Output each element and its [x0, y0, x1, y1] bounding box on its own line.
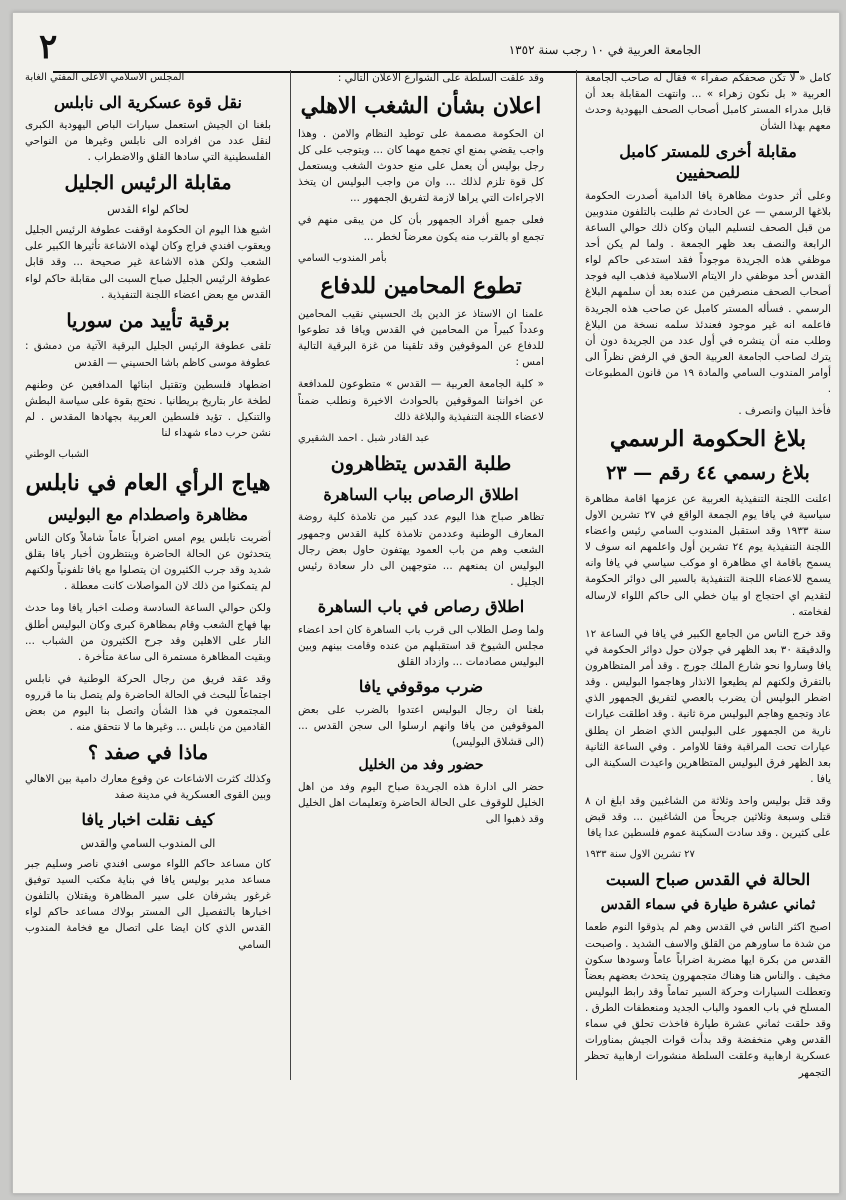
article-headline: مقابلة أخرى للمستر كامبل للصحفيين [619, 141, 797, 183]
article-headline: اعلان بشأن الشغب الاهلي [300, 93, 542, 120]
article-signature: عبد القادر شبل . احمد الشقيري [298, 432, 430, 444]
article-paragraph: كان مساعد حاكم اللواء موسى افندي ناصر وسليم جبر مساعد مدير بوليس يافا في بناية مكتب السيد توفيق غرغور يشرفان على سير المظاهرة ويقتلان بالتلفون اخبارها بالتفصيل الى المستر بولاك مساعد حاكم لواء القدس الذي كان ايضا على اتصال مع فخامة المندوب السامي [25, 857, 271, 951]
article-headline: ثماني عشرة طيارة في سماء القدس [600, 897, 816, 914]
article-paragraph: حضر الى ادارة هذه الجريدة صباح اليوم وفد من اهل الخليل للوقوف على الحالة الحاضرة وتعليمات اهل الخليل وقد ذهبوا الى [298, 780, 544, 826]
article-paragraph: اضطهاد فلسطين وتقتيل ابنائها المدافعين عن وطنهم لطخة عار بتاريخ بريطانيا . نحتج بقوة على سياسة البطش والتنكيل . تؤيد فلسطين العربية بجهادها المقدس . لم نشن حرب دماء شهداء لنا [25, 378, 271, 440]
article-paragraph: تظاهر صباح هذا اليوم عدد كبير من تلامذة كلية روضة المعارف الوطنية وعددمن تلامذة كلية القدس وجمهور الشعب وهم من باب العمود يهتفون حاول بعض رجال البوليس ان يمنعهم ... متوجهين الى دار سعادة رئيس الجليل . [298, 511, 544, 588]
article-paragraph: وكذلك كثرت الاشاعات عن وقوع معارك دامية بين الاهالي وبين القوى العسكرية في مدينة صفد [25, 773, 271, 802]
article-paragraph: اشيع هذا اليوم ان الحكومة اوقفت عطوفة الرئيس الجليل ويعقوب افندي فراج وكان لهذه الاشاعة تأثيرها الكبير على الشعب ولكن هذه الاشاعة غير صحيحة ... وقد قابل عطوفة الرئيس الجليل صباح السبت الى مقابلة حاكم لواء القدس مع بعض اعضاء اللجنة التنفيذية . [25, 224, 271, 301]
article-paragraph: علمنا ان الاستاذ عز الدين بك الحسيني نقيب المحامين وعدداً كبيراً من المحامين في القدس ويافا قد تطوعوا للدفاع عن الموقوفين وقد تلقينا من غزة البرقية التالية امس : [298, 307, 544, 369]
article-paragraph: وقد علقت السلطة على الشوارع الاعلان التالي : [337, 72, 544, 84]
article-headline: بلاغ الحكومة الرسمي [609, 426, 807, 453]
column-right [585, 70, 832, 1079]
article-headline: بلاغ رسمي ٤٤ رقم — ٢٣ [606, 462, 810, 485]
article-paragraph: تلقى عطوفة الرئيس الجليل البرقية الآتية من دمشق : عطوفة موسى كاظم باشا الحسيني — القدس [25, 340, 271, 369]
column-divider [290, 70, 291, 1080]
article-headline: ماذا في صفد ؟ [87, 742, 209, 765]
article-headline: اطلاق رصاص في باب الساهرة [317, 597, 525, 617]
article-paragraph: وعلى أثر حدوث مظاهرة يافا الدامية أصدرت الحكومة بلاغها الرسمي — عن الحادث ثم طلبت بالتلفون مندوبين من قبل الصحف لتسليم البيان وكان ذلك حوالي الساعة الرابعة والنصف بعد ظهر الجمعة . ولما لم يكن أحد موظفي هذه الجريدة موجوداً فقد استدعى حاكم لواء القدس أحد موظفي دار الايتام الاسلامية فذهب اليه فوجد أصحاب الصحف منصرفين من عنده بعد أن سلمهم البلاغ الرسمي . فسأله المستر كامبل عن صاحب هذه الجريدة فاعلمه انه غير موجود فعندئذ سلمه نسخة من البلاغ وطلب منه أن ينشره في أول عدد من الجريدة دون أن يترك لصاحب الجامعة العربية الحق في الرفض نظراً الى أوامر المندوب السامي والمادة ١٩ من قانون المطبوعات . [585, 189, 831, 396]
article-paragraph: اعلنت اللجنة التنفيذية العربية عن عزمها اقامة مظاهرة سياسية في يافا يوم الجمعة الواقع في ٢٧ تشرين الاول سنة ١٩٣٣ وقد استقبل المندوب السامي رئيس واعضاء اللجنة التنفيذية يوم ٢٤ تشرين أول واعلمهم انه سوف لا يسمح باقامة اي مظاهرة او موكب سياسي في يافا وانه يسمح للاعضاء اللجنة التنفيذية بالسير الى دوائر الحكومة لتقديم اي احتجاج او بيان خطي الى حاكم اللواء لارساله لفخامته . [585, 492, 831, 618]
article-paragraph: بلغنا ان رجال البوليس اعتدوا بالضرب على بعض الموقوفين من يافا وانهم ارسلوا الى سجن القدس ... (الى قشلاق البوليس) [298, 703, 544, 748]
article-headline: مقابلة الرئيس الجليل [64, 172, 232, 195]
article-subheadline: لحاكم لواء القدس [107, 203, 189, 217]
column-divider [576, 70, 577, 1080]
column-middle [298, 70, 544, 1070]
article-signature: الشباب الوطني [25, 449, 89, 461]
article-headline: برقية تأييد من سوريا [66, 309, 230, 332]
article-headline: اطلاق الرصاص بباب الساهرة [323, 484, 519, 504]
article-headline: الحالة في القدس صباح السبت [605, 869, 811, 889]
article-headline: مظاهرة واصطدام مع البوليس [47, 505, 249, 525]
article-paragraph: بلغنا ان الجيش استعمل سيارات الباص اليهودية الكبرى لنقل عدد من افراده الى نابلس وغيرها من النواحي الفلسطينية التي سادها القلق والاضطراب . [25, 119, 271, 164]
article-headline: كيف نقلت اخبار يافا [81, 810, 215, 830]
article-headline: هياج الرأي العام في نابلس [25, 469, 271, 496]
article-subheadline: الى المندوب السامي والقدس [80, 836, 216, 850]
article-headline: طلبة القدس يتظاهرون [330, 453, 512, 476]
article-headline: ضرب موقوفي يافا [358, 677, 484, 697]
page-number: ٢ [39, 27, 58, 67]
article-paragraph: وقد عقد فريق من رجال الحركة الوطنية في نابلس اجتماعاً للبحث في الحالة الحاضرة ولم يتصل بنا ما قرروه المجتمعون في هذا الشأن واتصل بنا اليوم من بعض القادمين من نابلس ... وغيرها ما لا نتحقق منه . [25, 672, 271, 734]
article-paragraph: أضربت نابلس يوم امس اضراباً عاماً شاملاً وكان الناس يتحدثون عن الحالة الحاضرة وينتظرون أخبار يافا بقلق شديد وقد جرب الكثيرون ان يتصلوا مع يافا تلفونياً ولكنهم لم يتمكنوا من ذلك لان المواصلات كانت معطلة . [25, 531, 271, 593]
article-headline: حضور وفد من الخليل [358, 757, 484, 774]
article-paragraph: ولكن حوالي الساعة السادسة وصلت اخبار يافا وما حدث بها فهاج الشعب وقام بمظاهرة كبرى وكان البوليس أطلق النار على الاهلين وقد جرح الكثيرون من الشباب ... وبقيت المظاهرة مستمرة الى ساعة متأخرة . [25, 602, 271, 663]
article-signature: بأمر المندوب السامي [298, 252, 387, 264]
masthead [31, 29, 821, 69]
masthead-title: الجامعة العربية في ١٠ رجب سنة ١٣٥٢ [508, 43, 701, 57]
article-paragraph: كامل « لا تكن صحفكم صفراء » فقال له صاحب الجامعة العربية « بل نكون زهراء » ... وانتهت المقابلة بعد أن قابل مدراء المستر كامبل أصحاب الصحف اليهودية وحدث معهم بهذا الشأن [585, 72, 831, 133]
column-left [25, 70, 271, 1070]
article-paragraph: وقد قتل بوليس واحد وثلاثة من الشاغبين وقد ابلغ ان ٨ قتلى وسبعة وثلاثين جريحاً من الشاغبين ... وقد قبض على كثيرين . وقد سادت السكينة عموم فلسطين عدا يافا [585, 795, 831, 840]
article-signature: المجلس الاسلامي الاعلى المفتي الغابة [25, 72, 185, 83]
article-paragraph: ولما وصل الطلاب الى قرب باب الساهرة كان احد اعضاء مجلس الشيوخ قد استقبلهم من عنده وقامت بينهم وبين البوليس مصادمات ... وازداد القلق [298, 623, 544, 668]
article-paragraph: فأخذ البيان وانصرف . [738, 405, 831, 418]
article-paragraph: وقد خرج الناس من الجامع الكبير في يافا في الساعة ١٢ والدقيقة ٣٠ بعد الظهر في جولان حول دوائر الحكومة في يافا وساروا نحو شارع الملك جورج . وقد أمر المتظاهرون بالتفرق ولكنهم لم يطيعوا الانذار وهاجموا البوليس . وقد اضطر البوليس أن يضرب بالعصي لتفريق الجمهور الذي عاد وتجمع وهاجم البوليس مرة ثانية . وقد اطلقت عيارات نارية من الجمهور على البوليس الذي اضطر ان يطلق عيارات تحت المراقبة وفقا للاوامر . وفي الساعة الثانية بعد الظهر فرق البوليس المتظاهرين واعيدت السكينة الى يافا . [585, 627, 832, 785]
article-headline: نقل قوة عسكرية الى نابلس [54, 92, 242, 112]
article-paragraph: اصبح اكثر الناس في القدس وهم لم يذوقوا النوم طعما من شدة ما ساورهم من القلق والاسف الشديد . واصبحت القدس من بكرة ايها مضربة اضراباً عاماً وسودها سكون مخيف . والناس هنا وهناك متجمهرون يتحدث بعضهم بعضاً وتعطلت السيارات وحركة السير تماماً وقد رابط البوليس المسلح في باب العمود والباب الجديد ومنعطفات الطرق . وقد حلقت ثماني عشرة طيارة فاخذت تحلق في سماء القدس وهي منخفضة وقد بدأت قوات الجيش بمناورات عسكرية ارهابية وعلقت السلطة منشورات ارهابية تحظر التجمهر [585, 921, 831, 1079]
article-paragraph: فعلى جميع أفراد الجمهور بأن كل من يبقى منهم في تجمع او بالقرب منه يكون معرضاً لخطر ... [298, 214, 544, 243]
article-signature: ٢٧ تشرين الاول سنة ١٩٣٣ [585, 849, 695, 861]
article-paragraph: ان الحكومة مصممة على توطيد النظام والامن . وهذا واجب يقضي بمنع اي تجمع مهما كان ... ويتوجب على كل رجل بوليس أن يعمل على منع حدوث الشغب ويستعمل كل قوة تلزم لذلك ... وان من واجب البوليس ان يتخذ الاجراءات التي يراها لازمة لتفريق الجمهور ... [298, 127, 544, 205]
article-paragraph: « كلية الجامعة العربية — القدس » متطوعون للمدافعة عن اخواننا الموقوفين بالحوادث الاخيرة ونطلب ضمناً لاعضاء اللجنة التنفيذية والبلاغة ذلك [298, 378, 544, 423]
article-headline: تطوع المحامين للدفاع [320, 273, 522, 300]
